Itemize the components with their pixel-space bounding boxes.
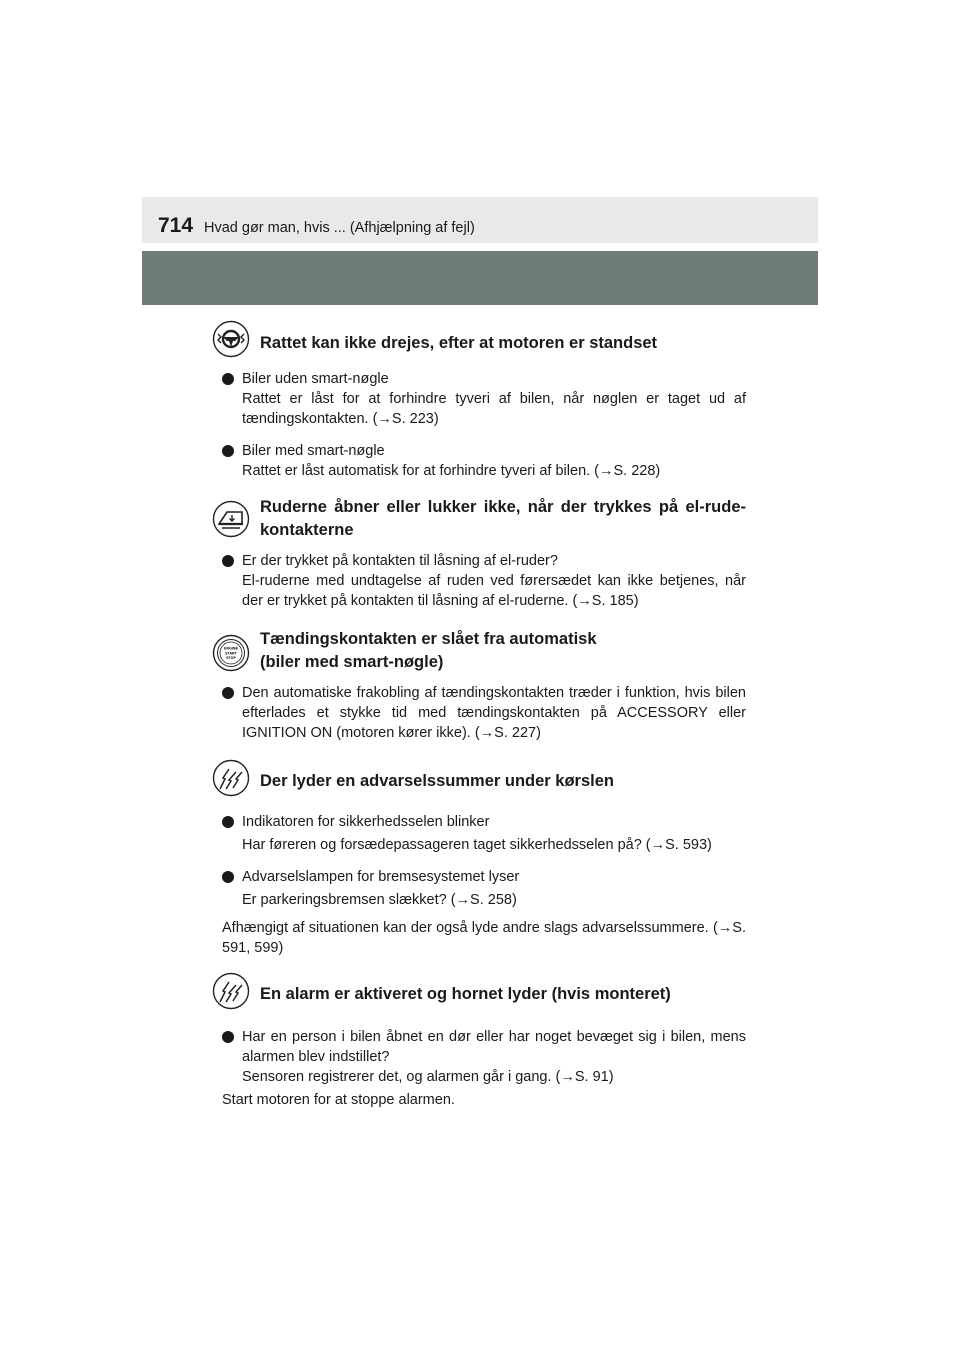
- list-item: [212, 1027, 746, 1087]
- bullet-title: Er der trykket på kontakten til låsning af el-ruder?: [242, 553, 558, 569]
- list-item: [212, 683, 746, 743]
- content: [212, 320, 746, 1110]
- bullet-title: Indikatoren for sikkerhedsselen blinker: [242, 814, 490, 830]
- section-heading: [212, 320, 746, 360]
- bullet-dot: [222, 1031, 234, 1043]
- bullet-text: El-ruderne med undtagelse af ruden ved førersædet kan ikke betjenes, når der er trykket på kontakten til låsning af el-ruderne. (→S. 185): [242, 573, 746, 609]
- bullet-title: Advarselslampen for bremsesystemet lyser: [242, 869, 520, 885]
- icon-stop-label: STOP: [226, 656, 236, 661]
- bullet-dot: [222, 373, 234, 385]
- section-heading: [212, 972, 746, 1013]
- section-warning-buzzer: [212, 759, 746, 958]
- section-heading: [212, 494, 746, 542]
- bullet-title: Biler med smart-nøgle: [242, 443, 385, 459]
- section-title: En alarm er aktiveret og hornet lyder (hvis monteret): [260, 985, 671, 1003]
- page-number: 714: [158, 214, 194, 237]
- section-alarm: [212, 972, 746, 1110]
- section-title: Der lyder en advarselssummer under kørslen: [260, 772, 614, 790]
- list-item: [212, 551, 746, 611]
- bullet-dot: [222, 555, 234, 567]
- bullet-text: Rattet er låst for at forhindre tyveri af bilen, når nøglen er taget ud af tændingskontakten. (→S. 223): [242, 391, 746, 427]
- section-note: Afhængigt af situationen kan der også lyde andre slags advarselssummere. (→S. 591, 599): [222, 920, 746, 956]
- icon-engine-label: ENGINE: [224, 646, 238, 651]
- bullet-dot: [222, 687, 234, 699]
- bullet-text: Har føreren og forsædepassageren taget sikkerhedsselen på? (→S. 593): [242, 837, 712, 853]
- bullet-text: Rattet er låst automatisk for at forhindre tyveri af bilen. (→S. 228): [242, 463, 661, 479]
- section-steering-lock: [212, 320, 746, 481]
- engine-start-stop-button-icon: [212, 634, 250, 672]
- bullet-dot: [222, 445, 234, 457]
- bullet-title: Den automatiske frakobling af tændingskontakten træder i funktion, hvis bilen efterlades et stykke tid med tændingskontakten på ACCESSORY eller IGNITION ON (motoren kører ikke). (→S. 227): [242, 685, 746, 741]
- power-window-icon: [212, 500, 250, 538]
- warning-buzzer-icon: [212, 759, 250, 797]
- section-note: Start motoren for at stoppe alarmen.: [222, 1092, 455, 1108]
- icon-start-label: START: [225, 651, 237, 656]
- section-title: Rattet kan ikke drejes, efter at motoren er standset: [260, 334, 658, 352]
- bullet-text: Er parkeringsbremsen slækket? (→S. 258): [242, 892, 517, 908]
- steering-lock-icon: [212, 320, 250, 358]
- bullet-text: Sensoren registrerer det, og alarmen går i gang. (→S. 91): [242, 1069, 614, 1085]
- alarm-horn-icon: [212, 972, 250, 1010]
- section-power-window: [212, 494, 746, 611]
- section-title-line-1: Tændingskontakten er slået fra automatisk: [260, 630, 597, 648]
- section-title: Ruderne åbner eller lukker ikke, når der trykkes på el-rude-kontakterne: [260, 498, 746, 539]
- list-item: [212, 441, 746, 481]
- bullet-dot: [222, 816, 234, 828]
- section-heading: [212, 759, 746, 800]
- section-title-line-2: (biler med smart-nøgle): [260, 653, 444, 671]
- bullet-dot: [222, 871, 234, 883]
- list-item: [212, 369, 746, 429]
- section-heading: [212, 628, 746, 674]
- section-auto-power-off: [212, 628, 746, 743]
- list-item: [212, 812, 746, 855]
- section-bar: [142, 251, 818, 305]
- bullet-title: Har en person i bilen åbnet en dør eller har noget bevæget sig i bilen, mens alarmen blev indstillet?: [242, 1029, 746, 1065]
- bullet-title: Biler uden smart-nøgle: [242, 371, 389, 387]
- list-item: [212, 867, 746, 910]
- running-title: Hvad gør man, hvis ... (Afhjælpning af fejl): [204, 220, 475, 236]
